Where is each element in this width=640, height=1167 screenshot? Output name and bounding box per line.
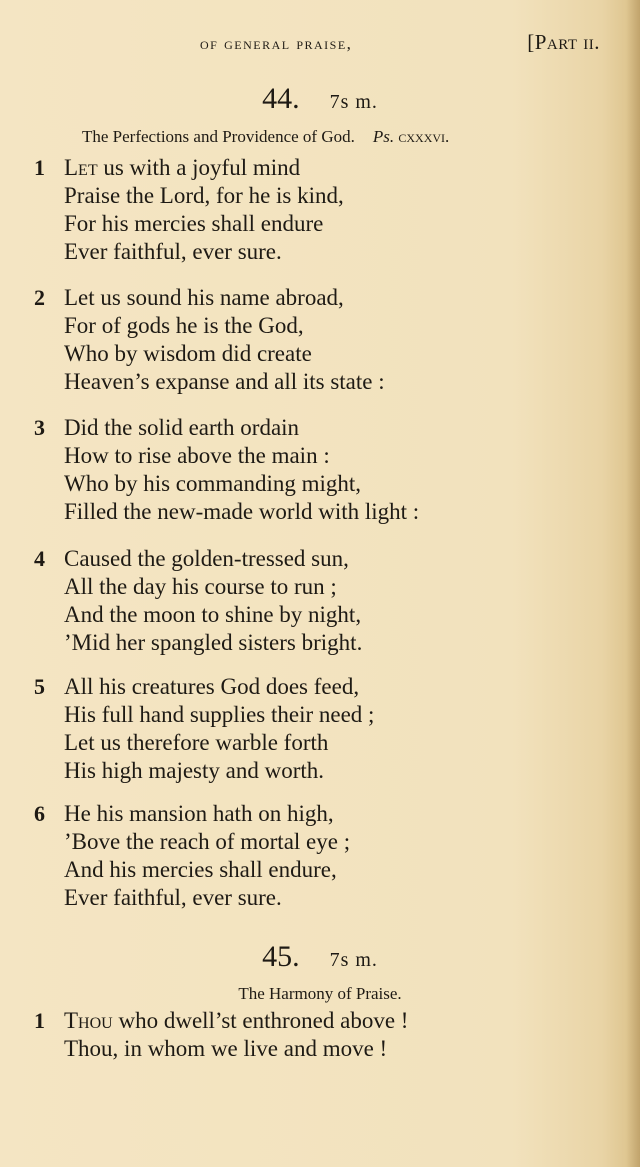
- verse-text: Who by his commanding might,: [64, 471, 362, 496]
- verse-line: [34, 210, 344, 238]
- stanza-3: [34, 414, 419, 526]
- verse-text: His full hand supplies their need ;: [64, 702, 375, 727]
- verse-line: [34, 601, 362, 629]
- verse-line: [34, 284, 385, 312]
- running-head: [200, 30, 600, 55]
- verse-line: [34, 154, 344, 182]
- verse-text: All his creatures God does feed,: [64, 674, 360, 699]
- verse-line: [34, 545, 362, 573]
- verse-number: 6: [34, 801, 45, 826]
- verse-line: [34, 1007, 408, 1035]
- hymn-44-heading: [0, 82, 640, 116]
- hymn-45-heading: [0, 940, 640, 974]
- subtitle-text: The Perfections and Providence of God.: [82, 127, 355, 146]
- verse-text: Thou, in whom we live and move !: [64, 1036, 388, 1061]
- verse-text: Ever faithful, ever sure.: [64, 885, 282, 910]
- verse-line: [34, 800, 350, 828]
- hymn-45-stanza-1: [34, 1007, 408, 1063]
- verse-text: Who by wisdom did create: [64, 341, 312, 366]
- verse-number: 2: [34, 285, 45, 310]
- reference-book: Ps.: [372, 127, 395, 146]
- hymn-meter: 7s m.: [329, 949, 378, 971]
- verse-line: [34, 312, 385, 340]
- verse-line: [34, 673, 374, 701]
- verse-text: His high majesty and worth.: [64, 758, 324, 783]
- hymn-45-subtitle: [0, 984, 640, 1004]
- verse-text: Praise the Lord, for he is kind,: [64, 183, 344, 208]
- verse-line: [34, 368, 385, 396]
- verse-number: 4: [34, 546, 45, 571]
- drop-word: Thou: [64, 1008, 113, 1033]
- scripture-reference: [373, 127, 449, 146]
- verse-line: [34, 182, 344, 210]
- running-head-title: of general praise,: [200, 34, 353, 53]
- verse-text: And the moon to shine by night,: [64, 602, 362, 627]
- verse-text: Caused the golden-tressed sun,: [64, 546, 349, 571]
- running-head-part: [Part ii.: [527, 30, 600, 54]
- verse-line: [34, 238, 344, 266]
- verse-number: 1: [34, 1008, 45, 1033]
- verse-line: [34, 498, 419, 526]
- verse-text: Heaven’s expanse and all its state :: [64, 369, 385, 394]
- reference-number: cxxxvi.: [398, 127, 450, 146]
- verse-line: [34, 340, 385, 368]
- hymn-meter: 7s m.: [329, 91, 378, 113]
- verse-line: [34, 757, 374, 785]
- verse-text: All the day his course to run ;: [64, 574, 337, 599]
- verse-line: [34, 629, 362, 657]
- stanza-4: [34, 545, 362, 657]
- hymn-44-subtitle: [82, 127, 449, 147]
- verse-text: He his mansion hath on high,: [64, 801, 334, 826]
- stanza-6: [34, 800, 350, 912]
- verse-line: [34, 1035, 408, 1063]
- verse-text: us with a joyful mind: [97, 155, 301, 180]
- verse-line: [34, 729, 374, 757]
- verse-text: How to rise above the main :: [64, 443, 330, 468]
- verse-text: Did the solid earth ordain: [64, 415, 300, 440]
- stanza-5: [34, 673, 374, 785]
- verse-line: [34, 414, 419, 442]
- verse-line: [34, 573, 362, 601]
- verse-line: [34, 470, 419, 498]
- hymn-number: 44.: [262, 82, 300, 115]
- verse-text: Let us therefore warble forth: [64, 730, 329, 755]
- stanza-1: [34, 154, 344, 266]
- verse-number: 5: [34, 674, 45, 699]
- verse-text: who dwell’st enthroned above !: [112, 1008, 409, 1033]
- stanza-2: [34, 284, 385, 396]
- verse-line: [34, 442, 419, 470]
- hymn-number: 45.: [262, 940, 300, 973]
- verse-text: And his mercies shall endure,: [64, 857, 337, 882]
- verse-line: [34, 856, 350, 884]
- drop-word: Let: [64, 155, 98, 180]
- verse-text: Filled the new-made world with light :: [64, 499, 420, 524]
- verse-number: 3: [34, 415, 45, 440]
- verse-text: ’Bove the reach of mortal eye ;: [64, 829, 351, 854]
- verse-line: [34, 884, 350, 912]
- verse-text: For his mercies shall endure: [64, 211, 324, 236]
- subtitle-text: The Harmony of Praise.: [238, 984, 402, 1003]
- verse-line: [34, 701, 374, 729]
- verse-text: Ever faithful, ever sure.: [64, 239, 282, 264]
- verse-text: ’Mid her spangled sisters bright.: [64, 630, 363, 655]
- verse-text: For of gods he is the God,: [64, 313, 304, 338]
- verse-number: 1: [34, 155, 45, 180]
- verse-text: Let us sound his name abroad,: [64, 285, 344, 310]
- verse-line: [34, 828, 350, 856]
